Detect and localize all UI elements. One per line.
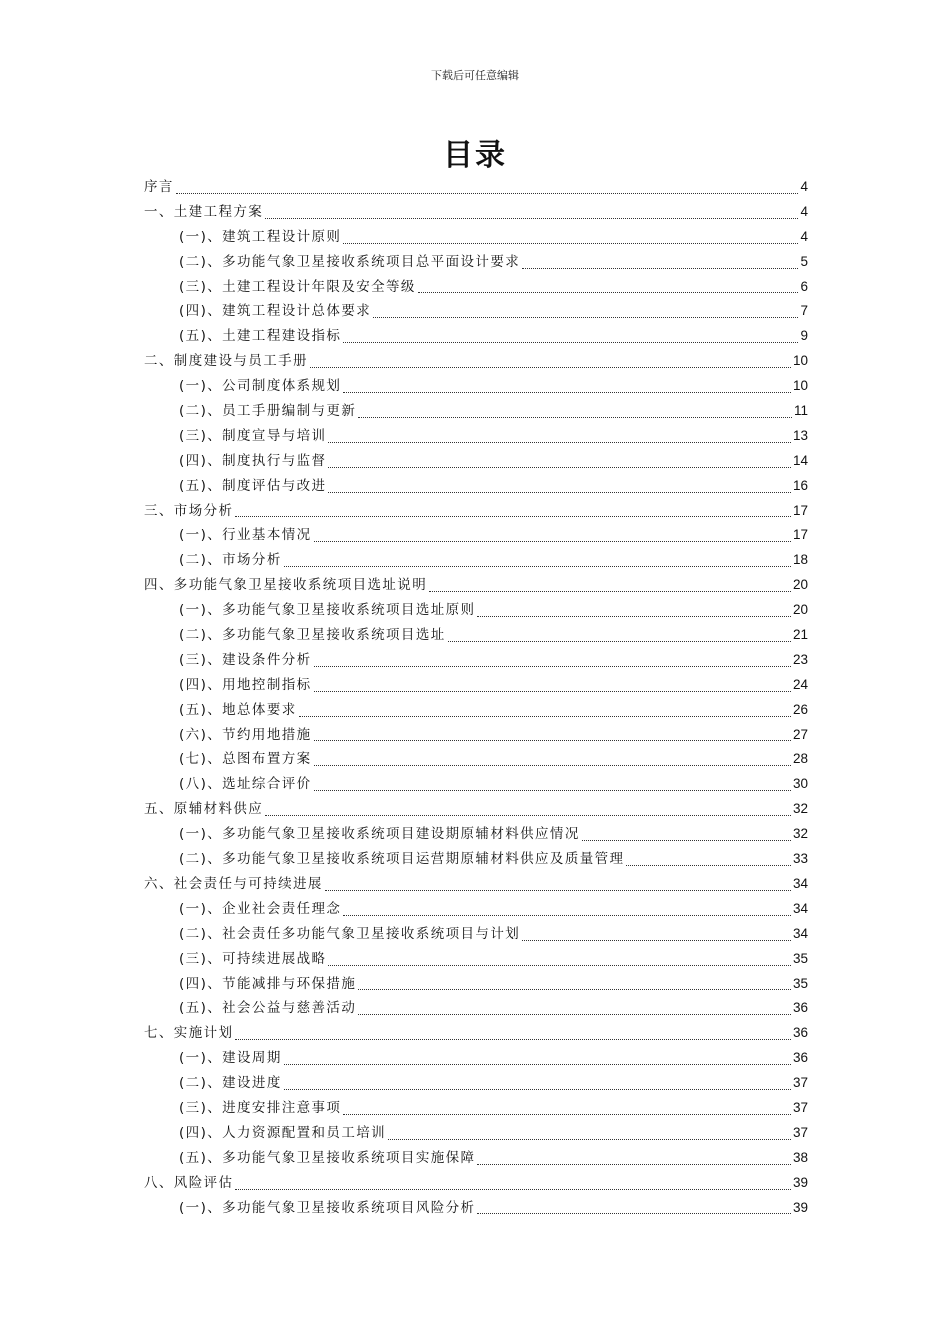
toc-leader-dots [358,989,791,990]
toc-entry-label: (五)、制度评估与改进 [179,477,327,494]
toc-entry-label: (五)、社会公益与慈善活动 [179,1000,357,1017]
toc-leader-dots [314,691,791,692]
toc-entry-page: 16 [792,477,808,493]
toc-entry-label: 二、制度建设与员工手册 [144,353,308,370]
toc-leader-dots [522,940,791,941]
toc-subentry[interactable] [144,1096,808,1121]
toc-leader-dots [310,367,791,368]
toc-entry-page: 10 [792,378,808,394]
toc-leader-dots [358,417,792,418]
toc-subentry[interactable] [144,548,808,573]
toc-entry-label: (三)、进度安排注意事项 [179,1099,342,1116]
toc-subentry[interactable] [144,947,808,972]
toc-leader-dots [477,616,791,617]
toc-entry[interactable] [144,573,808,598]
toc-entry-page: 39 [792,1199,808,1215]
toc-entry-page: 18 [792,552,808,568]
toc-leader-dots [176,193,799,194]
toc-entry-page: 34 [792,925,808,941]
toc-entry-label: (五)、土建工程建设指标 [179,328,342,345]
toc-entry-page: 17 [792,502,808,518]
toc-entry-page: 37 [792,1075,808,1091]
toc-entry-label: 七、实施计划 [144,1025,234,1042]
page-title: 目录 [443,138,507,173]
toc-subentry[interactable] [144,747,808,772]
toc-entry-label: (三)、可持续进展战略 [179,950,327,967]
toc-entry-label: (四)、用地控制指标 [179,676,312,693]
toc-subentry[interactable] [144,1196,808,1221]
toc-entry-page: 36 [792,1050,808,1066]
toc-entry-page: 17 [792,527,808,543]
toc-leader-dots [314,541,791,542]
toc-entry-page: 34 [792,875,808,891]
toc-entry[interactable] [144,872,808,897]
toc-entry-page: 14 [792,452,808,468]
toc-leader-dots [299,716,791,717]
toc-subentry[interactable] [144,648,808,673]
toc-subentry[interactable] [144,275,808,300]
toc-leader-dots [325,890,791,891]
toc-entry-page: 26 [792,701,808,717]
toc-entry-page: 4 [800,228,808,244]
toc-entry-label: (三)、制度宣导与培训 [179,427,327,444]
toc-entry-label: (二)、员工手册编制与更新 [179,403,357,420]
toc-leader-dots [343,1114,791,1115]
toc-entry-page: 32 [792,801,808,817]
toc-entry-label: (二)、社会责任多功能气象卫星接收系统项目与计划 [179,925,521,942]
toc-subentry[interactable] [144,374,808,399]
toc-entry-page: 37 [792,1124,808,1140]
toc-entry-page: 5 [800,253,808,269]
toc-leader-dots [448,641,791,642]
toc-leader-dots [343,342,798,343]
toc-subentry[interactable] [144,1121,808,1146]
toc-subentry[interactable] [144,250,808,275]
toc-entry-label: (五)、地总体要求 [179,701,297,718]
toc-entry-page: 38 [792,1149,808,1165]
toc-leader-dots [235,1189,791,1190]
toc-entry-label: (一)、企业社会责任理念 [179,900,342,917]
toc-leader-dots [582,840,791,841]
toc-subentry[interactable] [144,523,808,548]
toc-entry-page: 20 [792,602,808,618]
toc-subentry[interactable] [144,1046,808,1071]
toc-entry[interactable] [144,1171,808,1196]
toc-entry-page: 33 [792,851,808,867]
toc-entry-label: 八、风险评估 [144,1174,234,1191]
toc-entry-label: (三)、土建工程设计年限及安全等级 [179,278,416,295]
page-header: 下载后可任意编辑 [431,69,519,82]
toc-leader-dots [477,1164,791,1165]
toc-entry-label: 五、原辅材料供应 [144,801,264,818]
toc-subentry[interactable] [144,474,808,499]
toc-entry[interactable] [144,797,808,822]
table-of-contents [144,175,808,1220]
toc-entry-page: 11 [793,403,808,419]
toc-subentry[interactable] [144,399,808,424]
toc-entry-page: 9 [800,328,808,344]
toc-subentry[interactable] [144,598,808,623]
toc-entry[interactable] [144,1021,808,1046]
toc-subentry[interactable] [144,324,808,349]
toc-entry-label: (四)、节能减排与环保措施 [179,975,357,992]
toc-entry-page: 4 [800,203,808,219]
toc-leader-dots [314,740,791,741]
toc-entry-label: 三、市场分析 [144,502,234,519]
toc-entry-label: (四)、建筑工程设计总体要求 [179,303,372,320]
toc-subentry[interactable] [144,299,808,324]
toc-entry-page: 21 [792,627,808,643]
toc-entry[interactable] [144,200,808,225]
toc-entry-page: 35 [792,975,808,991]
toc-subentry[interactable] [144,897,808,922]
toc-entry[interactable] [144,499,808,524]
toc-leader-dots [343,243,798,244]
toc-leader-dots [265,218,798,219]
toc-entry-page: 35 [792,950,808,966]
toc-entry-label: (二)、多功能气象卫星接收系统项目运营期原辅材料供应及质量管理 [179,851,625,868]
toc-subentry[interactable] [144,922,808,947]
toc-entry-label: (八)、选址综合评价 [179,776,312,793]
toc-entry-page: 37 [792,1099,808,1115]
toc-entry[interactable] [144,175,808,200]
toc-entry-page: 6 [800,278,808,294]
toc-entry-page: 27 [792,726,808,742]
toc-entry-page: 36 [792,1025,808,1041]
toc-entry[interactable] [144,349,808,374]
toc-leader-dots [522,268,798,269]
toc-entry-label: (一)、建设周期 [179,1050,282,1067]
toc-subentry[interactable] [144,623,808,648]
toc-leader-dots [477,1213,791,1214]
toc-subentry[interactable] [144,673,808,698]
toc-entry-page: 20 [792,577,808,593]
toc-entry-label: (四)、人力资源配置和员工培训 [179,1124,387,1141]
toc-leader-dots [284,566,791,567]
toc-leader-dots [314,765,791,766]
toc-subentry[interactable] [144,996,808,1021]
toc-entry-label: (六)、节约用地措施 [179,726,312,743]
toc-leader-dots [314,790,791,791]
toc-leader-dots [388,1139,791,1140]
toc-subentry[interactable] [144,772,808,797]
toc-entry-label: 六、社会责任与可持续进展 [144,875,323,892]
toc-entry-page: 24 [792,676,808,692]
toc-entry-page: 34 [792,900,808,916]
toc-subentry[interactable] [144,723,808,748]
toc-entry-page: 32 [792,826,808,842]
toc-subentry[interactable] [144,1146,808,1171]
toc-entry-label: (二)、建设进度 [179,1075,282,1092]
toc-entry-label: (一)、公司制度体系规划 [179,378,342,395]
toc-entry-label: (三)、建设条件分析 [179,651,312,668]
toc-entry-label: 四、多功能气象卫星接收系统项目选址说明 [144,577,428,594]
toc-subentry[interactable] [144,822,808,847]
toc-entry-page: 23 [792,651,808,667]
toc-subentry[interactable] [144,449,808,474]
toc-entry-page: 13 [792,427,808,443]
toc-entry-label: 一、土建工程方案 [144,203,264,220]
toc-entry-label: (一)、多功能气象卫星接收系统项目风险分析 [179,1199,476,1216]
toc-entry-label: (一)、建筑工程设计原则 [179,228,342,245]
toc-leader-dots [626,865,791,866]
toc-entry-page: 36 [792,1000,808,1016]
toc-subentry[interactable] [144,698,808,723]
toc-subentry[interactable] [144,972,808,997]
toc-leader-dots [314,666,791,667]
toc-entry-label: (七)、总图布置方案 [179,751,312,768]
toc-leader-dots [328,467,791,468]
toc-entry-page: 28 [792,751,808,767]
toc-leader-dots [235,516,791,517]
toc-entry-label: (四)、制度执行与监督 [179,452,327,469]
toc-entry-label: 序言 [144,179,174,195]
toc-leader-dots [373,317,798,318]
toc-entry-label: (一)、多功能气象卫星接收系统项目建设期原辅材料供应情况 [179,826,580,843]
toc-entry-page: 30 [792,776,808,792]
toc-entry-page: 4 [800,179,808,194]
toc-entry-page: 7 [800,303,808,319]
toc-leader-dots [429,591,791,592]
toc-subentry[interactable] [144,847,808,872]
toc-entry-page: 39 [792,1174,808,1190]
toc-leader-dots [343,915,791,916]
toc-leader-dots [265,815,791,816]
toc-leader-dots [418,292,799,293]
toc-entry-label: (五)、多功能气象卫星接收系统项目实施保障 [179,1149,476,1166]
toc-entry-label: (一)、多功能气象卫星接收系统项目选址原则 [179,602,476,619]
toc-leader-dots [284,1089,791,1090]
toc-subentry[interactable] [144,225,808,250]
toc-entry-page: 10 [792,353,808,369]
toc-leader-dots [284,1064,791,1065]
toc-subentry[interactable] [144,424,808,449]
toc-entry-label: (二)、多功能气象卫星接收系统项目选址 [179,627,446,644]
toc-leader-dots [358,1014,791,1015]
toc-entry-label: (二)、市场分析 [179,552,282,569]
toc-subentry[interactable] [144,1071,808,1096]
toc-leader-dots [328,442,791,443]
toc-entry-label: (二)、多功能气象卫星接收系统项目总平面设计要求 [179,253,521,270]
toc-leader-dots [328,492,791,493]
toc-leader-dots [235,1039,791,1040]
toc-leader-dots [328,965,791,966]
toc-leader-dots [343,392,791,393]
toc-entry-label: (一)、行业基本情况 [179,527,312,544]
